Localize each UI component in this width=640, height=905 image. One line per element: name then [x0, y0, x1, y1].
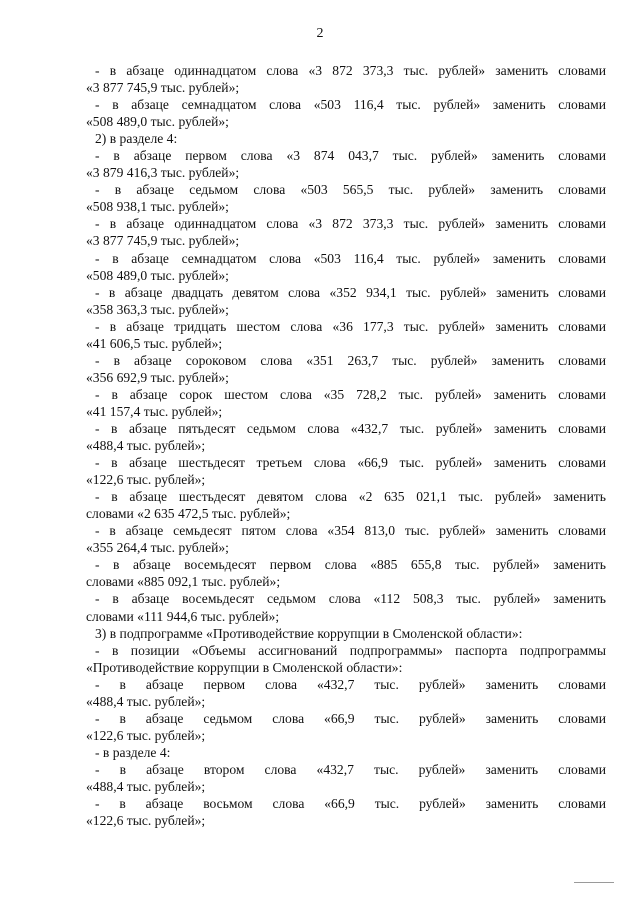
paragraph-continuation: «122,6 тыс. рублей»; [86, 813, 206, 829]
paragraph-continuation: «Противодействие коррупции в Смоленской области»: [86, 659, 403, 675]
paragraph-line: - в абзаце двадцать девятом слова «352 934,1 тыс. рублей» заменить словами [95, 284, 606, 300]
paragraph-line: - в абзаце втором слова «432,7 тыс. рублей» заменить словами [95, 761, 606, 777]
paragraph-line: - в абзаце сороковом слова «351 263,7 тыс. рублей» заменить словами [95, 352, 606, 368]
paragraph-line: - в позиции «Объемы ассигнований подпрограммы» паспорта подпрограммы [95, 642, 606, 658]
scan-artifact-line [574, 882, 614, 883]
paragraph-continuation: «122,6 тыс. рублей»; [86, 727, 206, 743]
paragraph-line: - в абзаце одиннадцатом слова «3 872 373,3 тыс. рублей» заменить словами [95, 216, 606, 232]
paragraph-line: - в абзаце шестьдесят третьем слова «66,9 тыс. рублей» заменить словами [95, 455, 606, 471]
paragraph-line: - в абзаце семнадцатом слова «503 116,4 тыс. рублей» заменить словами [95, 97, 606, 113]
paragraph-line: - в абзаце сорок шестом слова «35 728,2 тыс. рублей» заменить словами [95, 386, 606, 402]
paragraph-line: - в абзаце пятьдесят седьмом слова «432,7 тыс. рублей» заменить словами [95, 420, 606, 436]
paragraph-continuation: словами «2 635 472,5 тыс. рублей»; [86, 506, 291, 522]
paragraph-line: - в абзаце шестьдесят девятом слова «2 635 021,1 тыс. рублей» заменить [95, 489, 606, 505]
paragraph-continuation: «3 877 745,9 тыс. рублей»; [86, 233, 240, 249]
paragraph-continuation: «508 489,0 тыс. рублей»; [86, 267, 229, 283]
paragraph-continuation: «41 606,5 тыс. рублей»; [86, 335, 223, 351]
paragraph-continuation: словами «885 092,1 тыс. рублей»; [86, 574, 281, 590]
paragraph-continuation: «488,4 тыс. рублей»; [86, 438, 206, 454]
paragraph-continuation: «3 877 745,9 тыс. рублей»; [86, 80, 240, 96]
paragraph-continuation: «355 264,4 тыс. рублей»; [86, 540, 229, 556]
page-number: 2 [316, 26, 324, 41]
paragraph-line: 3) в подпрограмме «Противодействие коррупции в Смоленской области»: [95, 625, 523, 641]
paragraph-line: - в абзаце первом слова «3 874 043,7 тыс. рублей» заменить словами [95, 148, 606, 164]
paragraph-line: - в абзаце восемьдесят первом слова «885 655,8 тыс. рублей» заменить [95, 557, 606, 573]
paragraph-continuation: «358 363,3 тыс. рублей»; [86, 301, 229, 317]
paragraph-continuation: «508 938,1 тыс. рублей»; [86, 199, 229, 215]
document-body [88, 62, 606, 829]
paragraph-line: - в абзаце седьмом слова «66,9 тыс. рублей» заменить словами [95, 710, 606, 726]
paragraph-line: - в абзаце семьдесят пятом слова «354 813,0 тыс. рублей» заменить словами [95, 523, 606, 539]
paragraph-line: - в абзаце седьмом слова «503 565,5 тыс. рублей» заменить словами [95, 182, 606, 198]
paragraph-line: - в абзаце семнадцатом слова «503 116,4 тыс. рублей» заменить словами [95, 250, 606, 266]
paragraph-continuation: «488,4 тыс. рублей»; [86, 778, 206, 794]
paragraph-continuation: словами «111 944,6 тыс. рублей»; [86, 608, 280, 624]
paragraph-continuation: «356 692,9 тыс. рублей»; [86, 369, 229, 385]
paragraph-line: - в абзаце одиннадцатом слова «3 872 373,3 тыс. рублей» заменить словами [95, 63, 606, 78]
paragraph-line: - в абзаце восьмом слова «66,9 тыс. рублей» заменить словами [95, 796, 606, 812]
paragraph-line: - в абзаце восемьдесят седьмом слова «112 508,3 тыс. рублей» заменить [95, 591, 606, 607]
paragraph-continuation: «3 879 416,3 тыс. рублей»; [86, 165, 240, 181]
paragraph-line: 2) в разделе 4: [95, 131, 178, 147]
paragraph-line: - в абзаце первом слова «432,7 тыс. рублей» заменить словами [95, 676, 606, 692]
paragraph-continuation: «508 489,0 тыс. рублей»; [86, 114, 229, 130]
paragraph-continuation: «41 157,4 тыс. рублей»; [86, 403, 223, 419]
paragraph-continuation: «488,4 тыс. рублей»; [86, 693, 206, 709]
paragraph-line: - в разделе 4: [95, 744, 171, 760]
paragraph-continuation: «122,6 тыс. рублей»; [86, 472, 206, 488]
paragraph-line: - в абзаце тридцать шестом слова «36 177,3 тыс. рублей» заменить словами [95, 318, 606, 334]
